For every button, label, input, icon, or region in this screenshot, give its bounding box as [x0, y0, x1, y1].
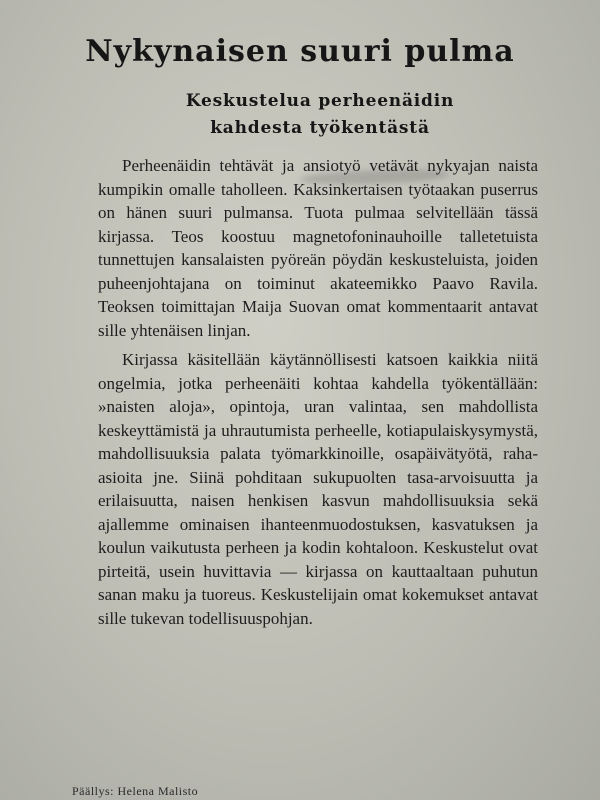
book-subtitle	[0, 88, 600, 142]
subtitle-line-2: kahdesta työkentästä	[210, 118, 430, 138]
blurb-paragraph-2: Kirjassa käsitellään käytännöllisesti katsoen kaikkia niitä ongelmia, jotka perheenäiti kohtaa kahdella työkentällään: »naisten aloja», opintoja, uran valintaa, sen mahdollista keskeyttämistä ja uhrautumista perheelle, kotiapulaiskysymystä, mahdollisuuksia palata työmarkkinoille, osapäivätyötä, raha-asioita jne. Siinä pohditaan sukupuolten tasa-arvoisuutta ja erilaisuutta, naisen henkisen kasvun mahdollisuuksia sekä ajallemme ominaisen ihanteenmuodostuksen, kasvatuksen ja koulun vaikutusta perheen ja kodin kohtaloon. Keskustelut ovat pirteitä, usein huvittavia — kirjassa on kauttaaltaan puhutun sanan maku ja tuoreus. Keskustelijain omat kokemukset antavat sille tukevan todellisuuspohjan.	[98, 350, 538, 628]
blurb-paragraph-1: Perheenäidin tehtävät ja ansiotyö vetävät nykyajan naista kumpikin omalle taholleen. Kaksinkertaisen työtaakan puserrus on hänen suuri pulmansa. Tuota pulmaa selvitellään tässä kirjassa. Teos koostuu magnetofoninauhoille talletetuista tunnettujen kansalaisten pyöreän pöydän keskusteluista, joiden puheenjohtajana on toiminut akateemikko Paavo Ravila. Teoksen toimittajan Maija Suovan omat kommentaarit antavat sille yhtenäisen linjan.	[98, 156, 538, 340]
blurb-text	[98, 154, 538, 630]
cover-credit: Päällys: Helena Malisto	[72, 784, 199, 798]
book-title: Nykynaisen suuri pulma	[85, 34, 515, 69]
subtitle-line-1: Keskustelua perheenäidin	[185, 91, 455, 111]
